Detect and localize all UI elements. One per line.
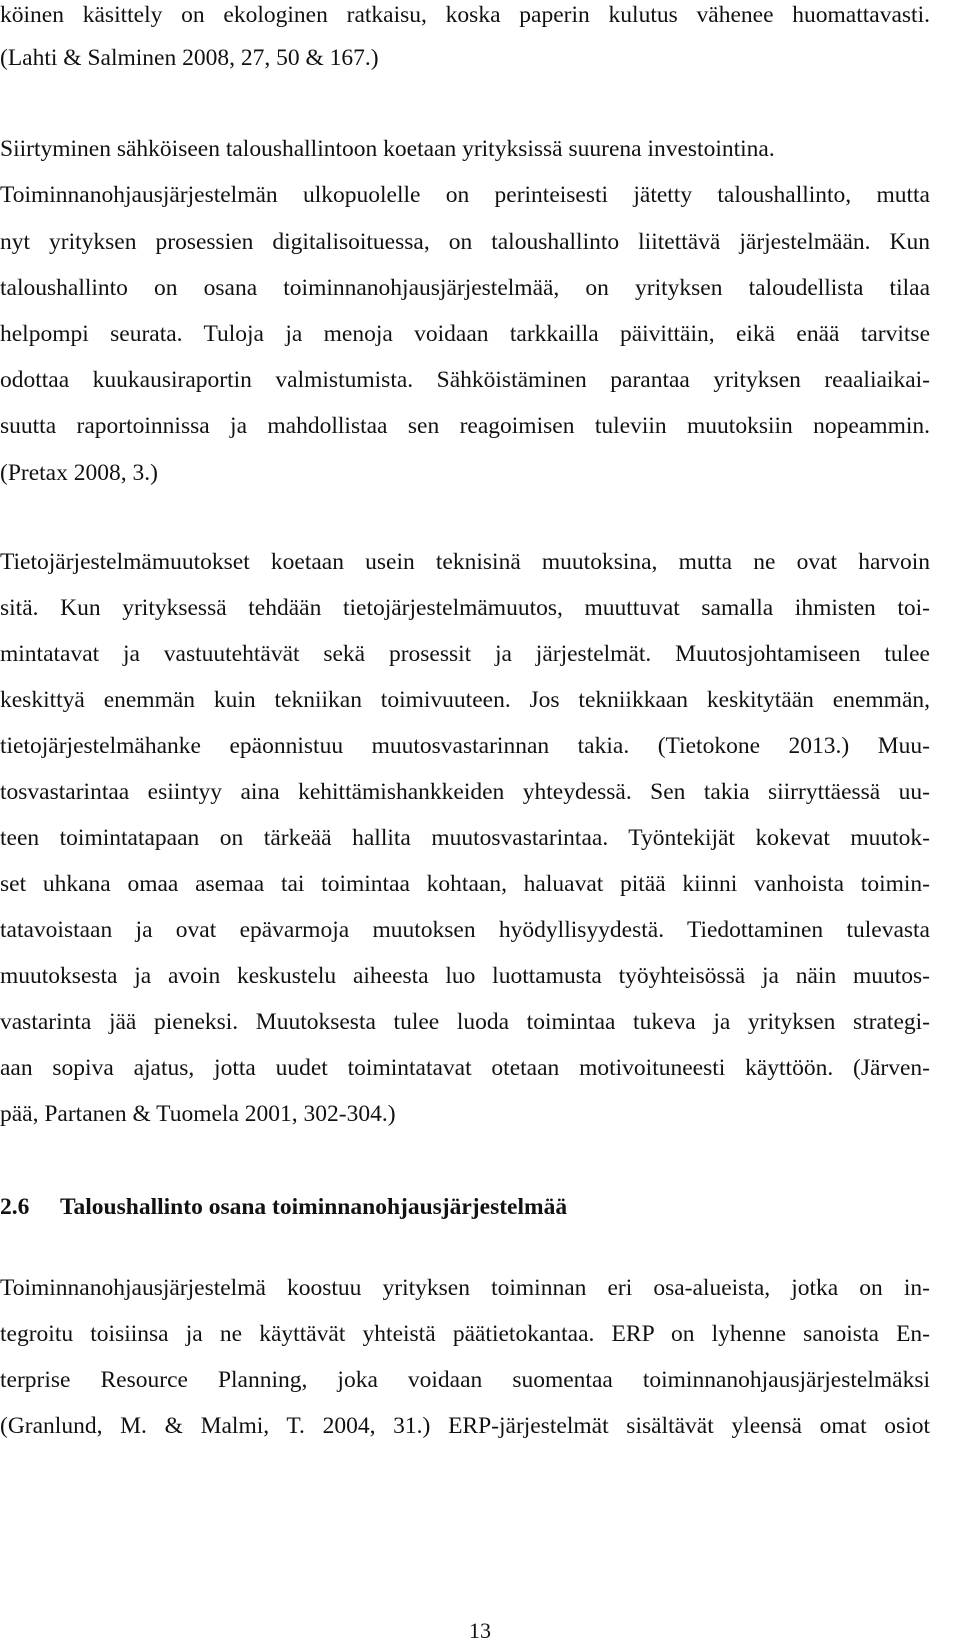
body-text-line: keskittyä enemmän kuin tekniikan toimivuuteen. Jos tekniikkaan keskitytään enemmän,: [0, 687, 930, 713]
body-text-line: köinen käsittely on ekologinen ratkaisu, koska paperin kulutus vähenee huomattavasti.: [0, 2, 930, 28]
body-text-line: suutta raportoinnissa ja mahdollistaa sen reagoimisen tuleviin muutoksiin nopeammin.: [0, 413, 930, 439]
body-text-line: tatavoistaan ja ovat epävarmoja muutoksen hyödyllisyydestä. Tiedottaminen tulevasta: [0, 917, 930, 943]
body-text-line: set uhkana omaa asemaa tai toimintaa kohtaan, haluavat pitää kiinni vanhoista toimin-: [0, 871, 930, 897]
body-text-line: (Pretax 2008, 3.): [0, 460, 158, 486]
section-heading: [0, 1192, 930, 1222]
body-text-line: nyt yrityksen prosessien digitalisoituessa, on taloushallinto liitettävä järjestelmään. Kun: [0, 229, 930, 255]
body-text-line: pää, Partanen & Tuomela 2001, 302-304.): [0, 1101, 396, 1127]
body-text-line: terprise Resource Planning, joka voidaan suomentaa toiminnanohjausjärjestelmäksi: [0, 1367, 930, 1393]
body-text-line: muutoksesta ja avoin keskustelu aiheesta luo luottamusta työyhteisössä ja näin muutos-: [0, 963, 930, 989]
body-text-line: vastarinta jää pieneksi. Muutoksesta tulee luoda toimintaa tukeva ja yrityksen strategi-: [0, 1009, 930, 1035]
body-text-line: mintatavat ja vastuutehtävät sekä prosessit ja järjestelmät. Muutosjohtamiseen tulee: [0, 641, 930, 667]
body-text-line: Toiminnanohjausjärjestelmän ulkopuolelle on perinteisesti jätetty taloushallinto, mutta: [0, 182, 930, 208]
body-text-line: tietojärjestelmähanke epäonnistuu muutosvastarinnan takia. (Tietokone 2013.) Muu-: [0, 733, 930, 759]
section-title: Taloushallinto osana toiminnanohjausjärjestelmää: [60, 1194, 568, 1220]
section-number: 2.6: [0, 1194, 30, 1220]
body-text-line: helpompi seurata. Tuloja ja menoja voidaan tarkkailla päivittäin, eikä enää tarvitse: [0, 321, 930, 347]
body-text-line: odottaa kuukausiraportin valmistumista. Sähköistäminen parantaa yrityksen reaaliaikai-: [0, 367, 930, 393]
body-text-line: taloushallinto on osana toiminnanohjausjärjestelmää, on yrityksen taloudellista tilaa: [0, 275, 930, 301]
body-text-line: sitä. Kun yrityksessä tehdään tietojärjestelmämuutos, muuttuvat samalla ihmisten toi-: [0, 595, 930, 621]
body-text-line: tosvastarintaa esiintyy aina kehittämishankkeiden yhteydessä. Sen takia siirryttäessä uu-: [0, 779, 930, 805]
page-number: 13: [469, 1618, 491, 1643]
body-text-line: aan sopiva ajatus, jotta uudet toimintatavat otetaan motivoituneesti käyttöön. (Järven-: [0, 1055, 930, 1081]
body-text-line: Tietojärjestelmämuutokset koetaan usein teknisinä muutoksina, mutta ne ovat harvoin: [0, 549, 930, 575]
body-text-line: (Granlund, M. & Malmi, T. 2004, 31.) ERP-järjestelmät sisältävät yleensä omat osiot: [0, 1413, 930, 1439]
body-text-line: (Lahti & Salminen 2008, 27, 50 & 167.): [0, 45, 379, 71]
body-text-line: tegroitu toisiinsa ja ne käyttävät yhteistä päätietokantaa. ERP on lyhenne sanoista En-: [0, 1321, 930, 1347]
body-text-line: Toiminnanohjausjärjestelmä koostuu yrityksen toiminnan eri osa-alueista, jotka on in-: [0, 1275, 930, 1301]
body-text-line: Siirtyminen sähköiseen taloushallintoon koetaan yrityksissä suurena investointina.: [0, 136, 775, 162]
body-text-line: teen toimintatapaan on tärkeää hallita muutosvastarintaa. Työntekijät kokevat muutok-: [0, 825, 930, 851]
